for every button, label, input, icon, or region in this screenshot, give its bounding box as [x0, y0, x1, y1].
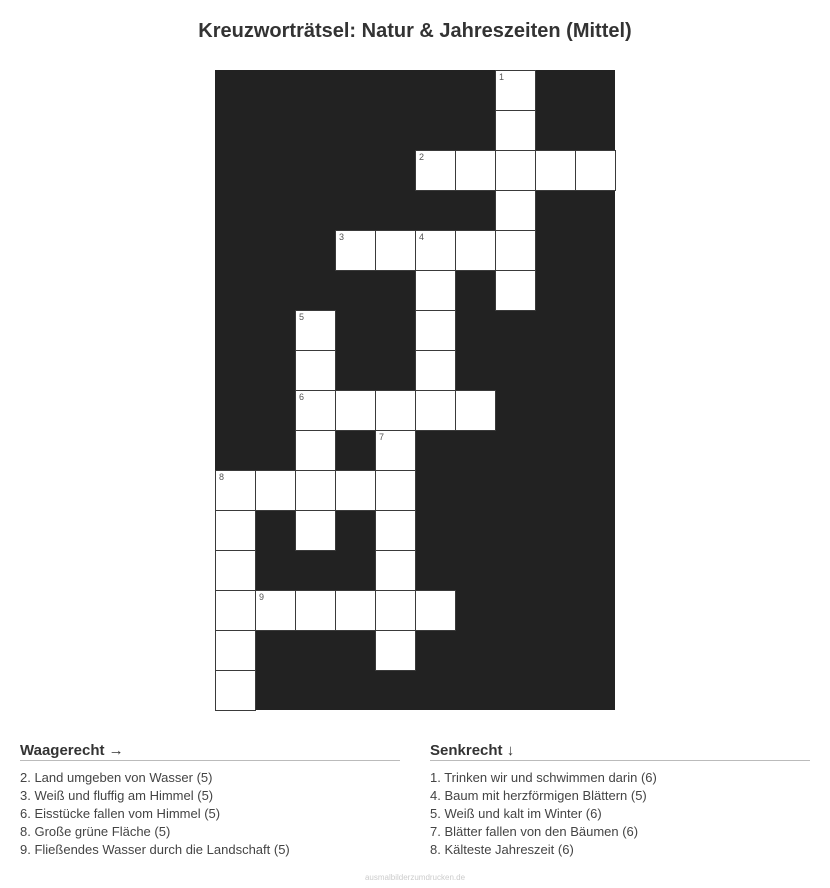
clue-across-6: 6. Eisstücke fallen vom Himmel (5) — [20, 806, 221, 821]
clue-across-9: 9. Fließendes Wasser durch die Landschaft (5) — [20, 842, 290, 857]
grid-cell[interactable] — [495, 110, 536, 151]
puzzle-title: Kreuzworträtsel: Natur & Jahreszeiten (Mittel) — [198, 20, 632, 42]
clue-down-1: 1. Trinken wir und schwimmen darin (6) — [430, 770, 657, 785]
grid-cell[interactable] — [415, 230, 456, 271]
grid-cell[interactable] — [415, 150, 456, 191]
crossword-grid — [215, 70, 615, 710]
grid-cell[interactable] — [375, 510, 416, 551]
clue-down-5: 5. Weiß und kalt im Winter (6) — [430, 806, 602, 821]
grid-cell[interactable] — [415, 390, 456, 431]
grid-cell[interactable] — [375, 630, 416, 671]
cell-number: 3 — [339, 232, 345, 242]
cell-number: 2 — [419, 152, 425, 162]
grid-cell[interactable] — [295, 470, 336, 511]
grid-cell[interactable] — [415, 350, 456, 391]
cell-number: 5 — [299, 312, 305, 322]
clue-across-2: 2. Land umgeben von Wasser (5) — [20, 770, 213, 785]
cell-number: 4 — [419, 232, 425, 242]
grid-cell[interactable] — [375, 230, 416, 271]
grid-cell[interactable] — [375, 590, 416, 631]
clues-across-heading: Waagerecht → — [20, 742, 400, 761]
grid-cell[interactable] — [455, 230, 496, 271]
cell-number: 7 — [379, 432, 385, 442]
grid-cell[interactable] — [215, 670, 256, 711]
grid-cell[interactable] — [455, 150, 496, 191]
grid-cell[interactable] — [215, 470, 256, 511]
grid-cell[interactable] — [535, 150, 576, 191]
cell-number: 1 — [499, 72, 505, 82]
grid-cell[interactable] — [335, 590, 376, 631]
clues-across-section — [20, 742, 400, 859]
grid-cell[interactable] — [495, 150, 536, 191]
grid-cell[interactable] — [575, 150, 616, 191]
grid-cell[interactable] — [295, 590, 336, 631]
grid-cell[interactable] — [335, 230, 376, 271]
grid-cell[interactable] — [295, 310, 336, 351]
grid-cell[interactable] — [495, 230, 536, 271]
clues-across-list — [20, 769, 400, 859]
clue-across-8: 8. Große grüne Fläche (5) — [20, 824, 171, 839]
cell-number: 8 — [219, 472, 225, 482]
clues-down-heading: Senkrecht ↓ — [430, 742, 810, 761]
grid-cell[interactable] — [255, 590, 296, 631]
clue-down-8: 8. Kälteste Jahreszeit (6) — [430, 842, 574, 857]
grid-cell[interactable] — [455, 390, 496, 431]
grid-cell[interactable] — [215, 550, 256, 591]
grid-cell[interactable] — [495, 270, 536, 311]
grid-cell[interactable] — [255, 470, 296, 511]
clues-down-list — [430, 769, 810, 859]
grid-cell[interactable] — [415, 590, 456, 631]
cell-number: 6 — [299, 392, 305, 402]
clue-down-4: 4. Baum mit herzförmigen Blättern (5) — [430, 788, 647, 803]
cell-number: 9 — [259, 592, 265, 602]
grid-cell[interactable] — [495, 70, 536, 111]
grid-cell[interactable] — [375, 430, 416, 471]
grid-cell[interactable] — [215, 510, 256, 551]
footer-watermark: ausmalbilderzumdrucken.de — [364, 873, 466, 882]
grid-cell[interactable] — [495, 190, 536, 231]
clue-down-7: 7. Blätter fallen von den Bäumen (6) — [430, 824, 639, 839]
grid-cell[interactable] — [335, 390, 376, 431]
grid-cell[interactable] — [295, 430, 336, 471]
grid-cell[interactable] — [375, 470, 416, 511]
clues-down-section — [430, 742, 810, 859]
grid-cell[interactable] — [295, 390, 336, 431]
grid-cell[interactable] — [415, 270, 456, 311]
grid-cell[interactable] — [215, 590, 256, 631]
grid-cell[interactable] — [215, 630, 256, 671]
clue-across-3: 3. Weiß und fluffig am Himmel (5) — [20, 788, 214, 803]
grid-cell[interactable] — [335, 470, 376, 511]
grid-cell[interactable] — [415, 310, 456, 351]
grid-cell[interactable] — [375, 550, 416, 591]
grid-cell[interactable] — [375, 390, 416, 431]
grid-cell[interactable] — [295, 350, 336, 391]
grid-cell[interactable] — [295, 510, 336, 551]
